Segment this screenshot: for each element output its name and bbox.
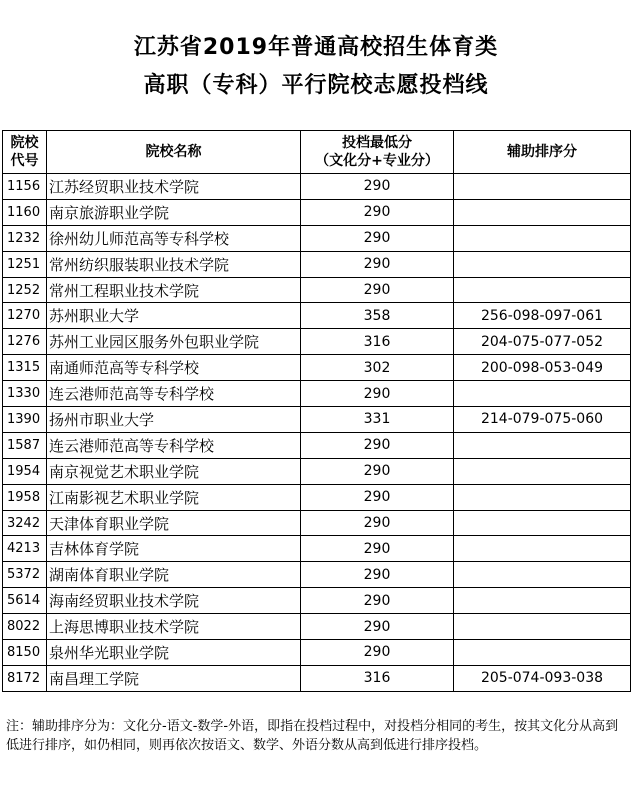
cell-score: 290 bbox=[301, 588, 454, 614]
cell-name: 上海思博职业技术学院 bbox=[47, 614, 301, 640]
footnote: 注：辅助排序分为：文化分-语文-数学-外语，即指在投档过程中，对投档分相同的考生，按其文化分从高到低进行排序，如仍相同，则再依次按语文、数学、外语分数从高到低进行排序投档。 bbox=[6, 719, 619, 753]
cell-aux bbox=[454, 251, 631, 277]
cell-aux bbox=[454, 458, 631, 484]
cell-name: 徐州幼儿师范高等专科学校 bbox=[47, 225, 301, 251]
cell-code: 1160 bbox=[3, 199, 47, 225]
cell-aux bbox=[454, 225, 631, 251]
table-row bbox=[3, 329, 631, 355]
cell-name: 江苏经贸职业技术学院 bbox=[47, 174, 301, 200]
cell-score: 290 bbox=[301, 277, 454, 303]
cell-aux bbox=[454, 614, 631, 640]
cell-name: 连云港师范高等专科学校 bbox=[47, 432, 301, 458]
cell-aux bbox=[454, 588, 631, 614]
header-score bbox=[301, 131, 454, 174]
cell-score: 290 bbox=[301, 536, 454, 562]
cell-score: 290 bbox=[301, 381, 454, 407]
table-header-row bbox=[3, 131, 631, 174]
table-row bbox=[3, 562, 631, 588]
cell-code: 8150 bbox=[3, 640, 47, 666]
cell-name: 南通师范高等专科学校 bbox=[47, 355, 301, 381]
header-code bbox=[3, 131, 47, 174]
cell-aux bbox=[454, 536, 631, 562]
cell-code: 1270 bbox=[3, 303, 47, 329]
table-row bbox=[3, 484, 631, 510]
cell-code: 1252 bbox=[3, 277, 47, 303]
cell-code: 1156 bbox=[3, 174, 47, 200]
cell-code: 1390 bbox=[3, 407, 47, 433]
cell-name: 海南经贸职业技术学院 bbox=[47, 588, 301, 614]
score-table bbox=[2, 130, 631, 692]
header-score-line2: （文化分+专业分） bbox=[315, 153, 439, 169]
cell-code: 1958 bbox=[3, 484, 47, 510]
cell-aux: 204-075-077-052 bbox=[454, 329, 631, 355]
header-score-line1: 投档最低分 bbox=[342, 135, 412, 151]
header-code-line2: 代号 bbox=[10, 153, 39, 169]
cell-name: 南昌理工学院 bbox=[47, 665, 301, 691]
cell-name: 湖南体育职业学院 bbox=[47, 562, 301, 588]
table-row bbox=[3, 458, 631, 484]
cell-score: 290 bbox=[301, 510, 454, 536]
table-row bbox=[3, 174, 631, 200]
table-row bbox=[3, 381, 631, 407]
cell-score: 302 bbox=[301, 355, 454, 381]
table-row bbox=[3, 225, 631, 251]
cell-aux bbox=[454, 174, 631, 200]
table-row bbox=[3, 277, 631, 303]
cell-code: 8172 bbox=[3, 665, 47, 691]
cell-code: 5614 bbox=[3, 588, 47, 614]
table-row bbox=[3, 510, 631, 536]
cell-name: 泉州华光职业学院 bbox=[47, 640, 301, 666]
cell-code: 1330 bbox=[3, 381, 47, 407]
cell-aux bbox=[454, 432, 631, 458]
cell-name: 南京旅游职业学院 bbox=[47, 199, 301, 225]
table-row bbox=[3, 588, 631, 614]
table-row bbox=[3, 432, 631, 458]
cell-score: 316 bbox=[301, 329, 454, 355]
cell-code: 3242 bbox=[3, 510, 47, 536]
table-row bbox=[3, 303, 631, 329]
cell-score: 358 bbox=[301, 303, 454, 329]
table-row bbox=[3, 665, 631, 691]
cell-code: 1251 bbox=[3, 251, 47, 277]
cell-score: 290 bbox=[301, 562, 454, 588]
cell-score: 290 bbox=[301, 458, 454, 484]
table-row bbox=[3, 407, 631, 433]
cell-aux: 256-098-097-061 bbox=[454, 303, 631, 329]
cell-code: 1587 bbox=[3, 432, 47, 458]
cell-name: 天津体育职业学院 bbox=[47, 510, 301, 536]
cell-name: 苏州职业大学 bbox=[47, 303, 301, 329]
header-code-line1: 院校 bbox=[10, 135, 39, 151]
cell-aux bbox=[454, 510, 631, 536]
table-row bbox=[3, 536, 631, 562]
cell-score: 290 bbox=[301, 640, 454, 666]
cell-aux bbox=[454, 381, 631, 407]
cell-code: 1954 bbox=[3, 458, 47, 484]
cell-name: 连云港师范高等专科学校 bbox=[47, 381, 301, 407]
cell-aux: 214-079-075-060 bbox=[454, 407, 631, 433]
cell-code: 5372 bbox=[3, 562, 47, 588]
cell-name: 扬州市职业大学 bbox=[47, 407, 301, 433]
cell-score: 331 bbox=[301, 407, 454, 433]
cell-score: 316 bbox=[301, 665, 454, 691]
cell-code: 1315 bbox=[3, 355, 47, 381]
table-row bbox=[3, 614, 631, 640]
cell-score: 290 bbox=[301, 199, 454, 225]
cell-code: 8022 bbox=[3, 614, 47, 640]
cell-name: 吉林体育学院 bbox=[47, 536, 301, 562]
cell-aux: 205-074-093-038 bbox=[454, 665, 631, 691]
cell-aux bbox=[454, 640, 631, 666]
cell-name: 常州纺织服装职业技术学院 bbox=[47, 251, 301, 277]
cell-aux bbox=[454, 484, 631, 510]
cell-aux: 200-098-053-049 bbox=[454, 355, 631, 381]
cell-name: 江南影视艺术职业学院 bbox=[47, 484, 301, 510]
cell-score: 290 bbox=[301, 225, 454, 251]
cell-score: 290 bbox=[301, 614, 454, 640]
cell-name: 苏州工业园区服务外包职业学院 bbox=[47, 329, 301, 355]
table-row bbox=[3, 355, 631, 381]
table-row bbox=[3, 251, 631, 277]
page-subtitle: 高职（专科）平行院校志愿投档线 bbox=[143, 73, 489, 98]
cell-name: 常州工程职业技术学院 bbox=[47, 277, 301, 303]
cell-aux bbox=[454, 562, 631, 588]
cell-name: 南京视觉艺术职业学院 bbox=[47, 458, 301, 484]
table-row bbox=[3, 640, 631, 666]
cell-code: 1276 bbox=[3, 329, 47, 355]
header-name: 院校名称 bbox=[47, 131, 301, 174]
cell-aux bbox=[454, 199, 631, 225]
header-aux: 辅助排序分 bbox=[454, 131, 631, 174]
cell-score: 290 bbox=[301, 432, 454, 458]
cell-score: 290 bbox=[301, 251, 454, 277]
cell-aux bbox=[454, 277, 631, 303]
table-row bbox=[3, 199, 631, 225]
cell-code: 1232 bbox=[3, 225, 47, 251]
cell-score: 290 bbox=[301, 174, 454, 200]
page-title: 江苏省2019年普通高校招生体育类 bbox=[133, 35, 499, 60]
cell-score: 290 bbox=[301, 484, 454, 510]
cell-code: 4213 bbox=[3, 536, 47, 562]
